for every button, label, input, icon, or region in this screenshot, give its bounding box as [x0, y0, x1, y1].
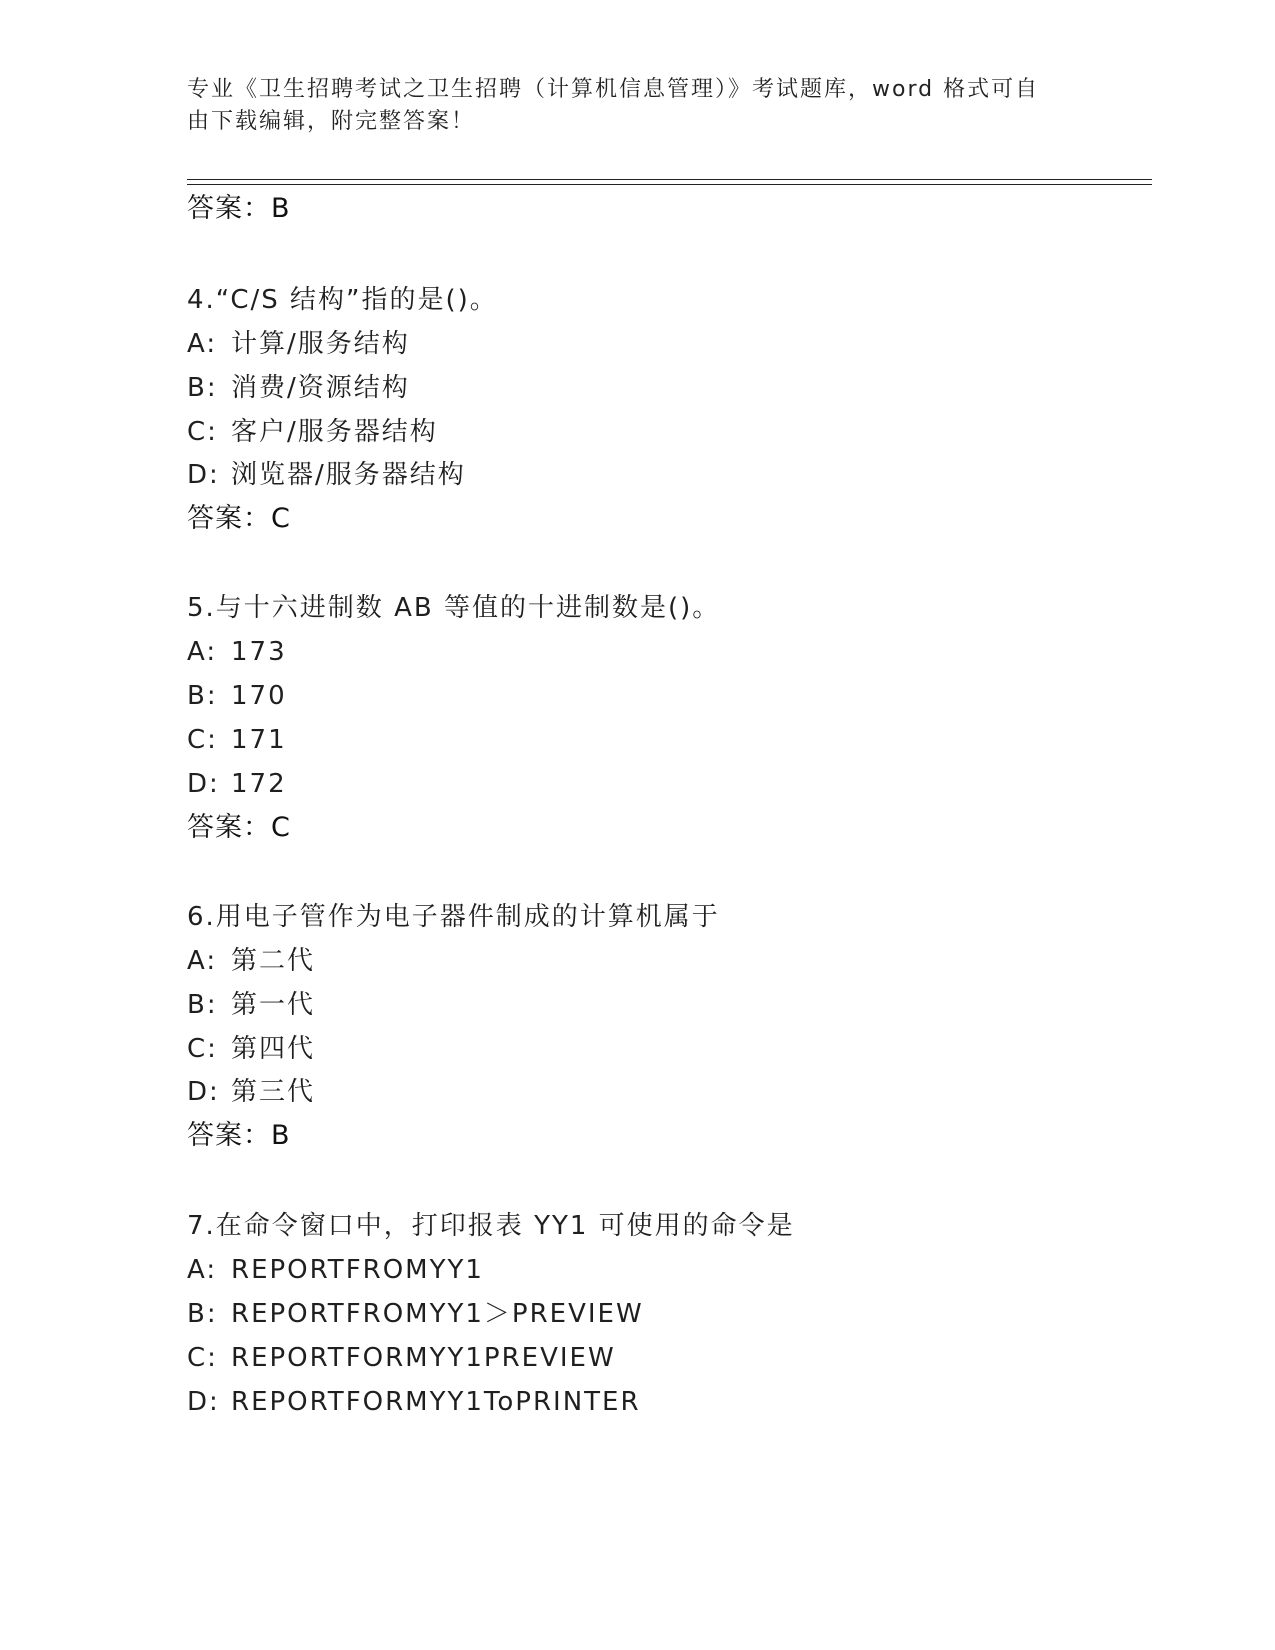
- option-text: REPORTFROMYY1: [231, 1255, 484, 1285]
- option-text: REPORTFORMYY1ToPRINTER: [231, 1387, 641, 1417]
- option-text: 173: [231, 637, 287, 667]
- option-label: C:: [187, 417, 218, 447]
- option-label: D:: [187, 1077, 220, 1107]
- question-4-option-d: [187, 459, 466, 491]
- header-divider-top: [187, 179, 1152, 180]
- option-label: C:: [187, 725, 218, 755]
- option-label: A:: [187, 1255, 218, 1285]
- document-header: [187, 74, 1087, 138]
- question-7-option-d: [187, 1386, 641, 1418]
- question-4-option-c: [187, 416, 438, 448]
- header-line-1: 专业《卫生招聘考试之卫生招聘（计算机信息管理）》考试题库，word 格式可自: [187, 77, 1040, 102]
- question-4-option-b: [187, 372, 410, 404]
- option-text: 客户/服务器结构: [231, 417, 438, 447]
- option-label: D:: [187, 1387, 220, 1417]
- option-label: B:: [187, 990, 218, 1020]
- question-6-text: 6.用电子管作为电子器件制成的计算机属于: [187, 902, 720, 932]
- option-text: 171: [231, 725, 287, 755]
- option-text: REPORTFROMYY1＞PREVIEW: [231, 1299, 644, 1329]
- question-4-answer: 答案：C: [187, 503, 291, 534]
- option-label: A:: [187, 329, 218, 359]
- question-6-option-a: [187, 945, 315, 977]
- question-5-option-b: [187, 680, 287, 712]
- option-text: 第一代: [231, 990, 316, 1020]
- question-7-text: 7.在命令窗口中，打印报表 YY1 可使用的命令是: [187, 1211, 795, 1241]
- option-text: 消费/资源结构: [231, 373, 410, 403]
- question-7-option-a: [187, 1254, 484, 1286]
- option-text: 浏览器/服务器结构: [231, 460, 466, 490]
- option-label: B:: [187, 373, 218, 403]
- question-7-option-c: [187, 1342, 616, 1374]
- option-text: 172: [231, 769, 287, 799]
- option-text: 第三代: [231, 1077, 316, 1107]
- option-text: 计算/服务结构: [231, 329, 410, 359]
- option-label: C:: [187, 1034, 218, 1064]
- question-6-answer: 答案：B: [187, 1120, 291, 1151]
- question-5-option-c: [187, 724, 287, 756]
- question-5-option-a: [187, 636, 287, 668]
- question-4-option-a: [187, 328, 410, 360]
- option-label: B:: [187, 1299, 218, 1329]
- option-label: D:: [187, 460, 220, 490]
- question-5-text: 5.与十六进制数 AB 等值的十进制数是()。: [187, 593, 721, 623]
- option-label: A:: [187, 637, 218, 667]
- option-text: REPORTFORMYY1PREVIEW: [231, 1343, 616, 1373]
- header-line-2: 由下载编辑，附完整答案！: [187, 109, 476, 134]
- question-5-option-d: [187, 768, 287, 800]
- answer-prev: 答案：B: [187, 193, 291, 224]
- question-4-text: 4.“C/S 结构”指的是()。: [187, 285, 498, 315]
- option-label: A:: [187, 946, 218, 976]
- option-text: 第四代: [231, 1034, 316, 1064]
- option-label: C:: [187, 1343, 218, 1373]
- question-5-answer: 答案：C: [187, 812, 291, 843]
- option-text: 170: [231, 681, 287, 711]
- question-6-option-d: [187, 1076, 315, 1108]
- option-text: 第二代: [231, 946, 316, 976]
- question-6-option-c: [187, 1033, 315, 1065]
- option-label: D:: [187, 769, 220, 799]
- question-6-option-b: [187, 989, 315, 1021]
- option-label: B:: [187, 681, 218, 711]
- header-divider-bottom: [187, 184, 1152, 185]
- question-7-option-b: [187, 1298, 644, 1330]
